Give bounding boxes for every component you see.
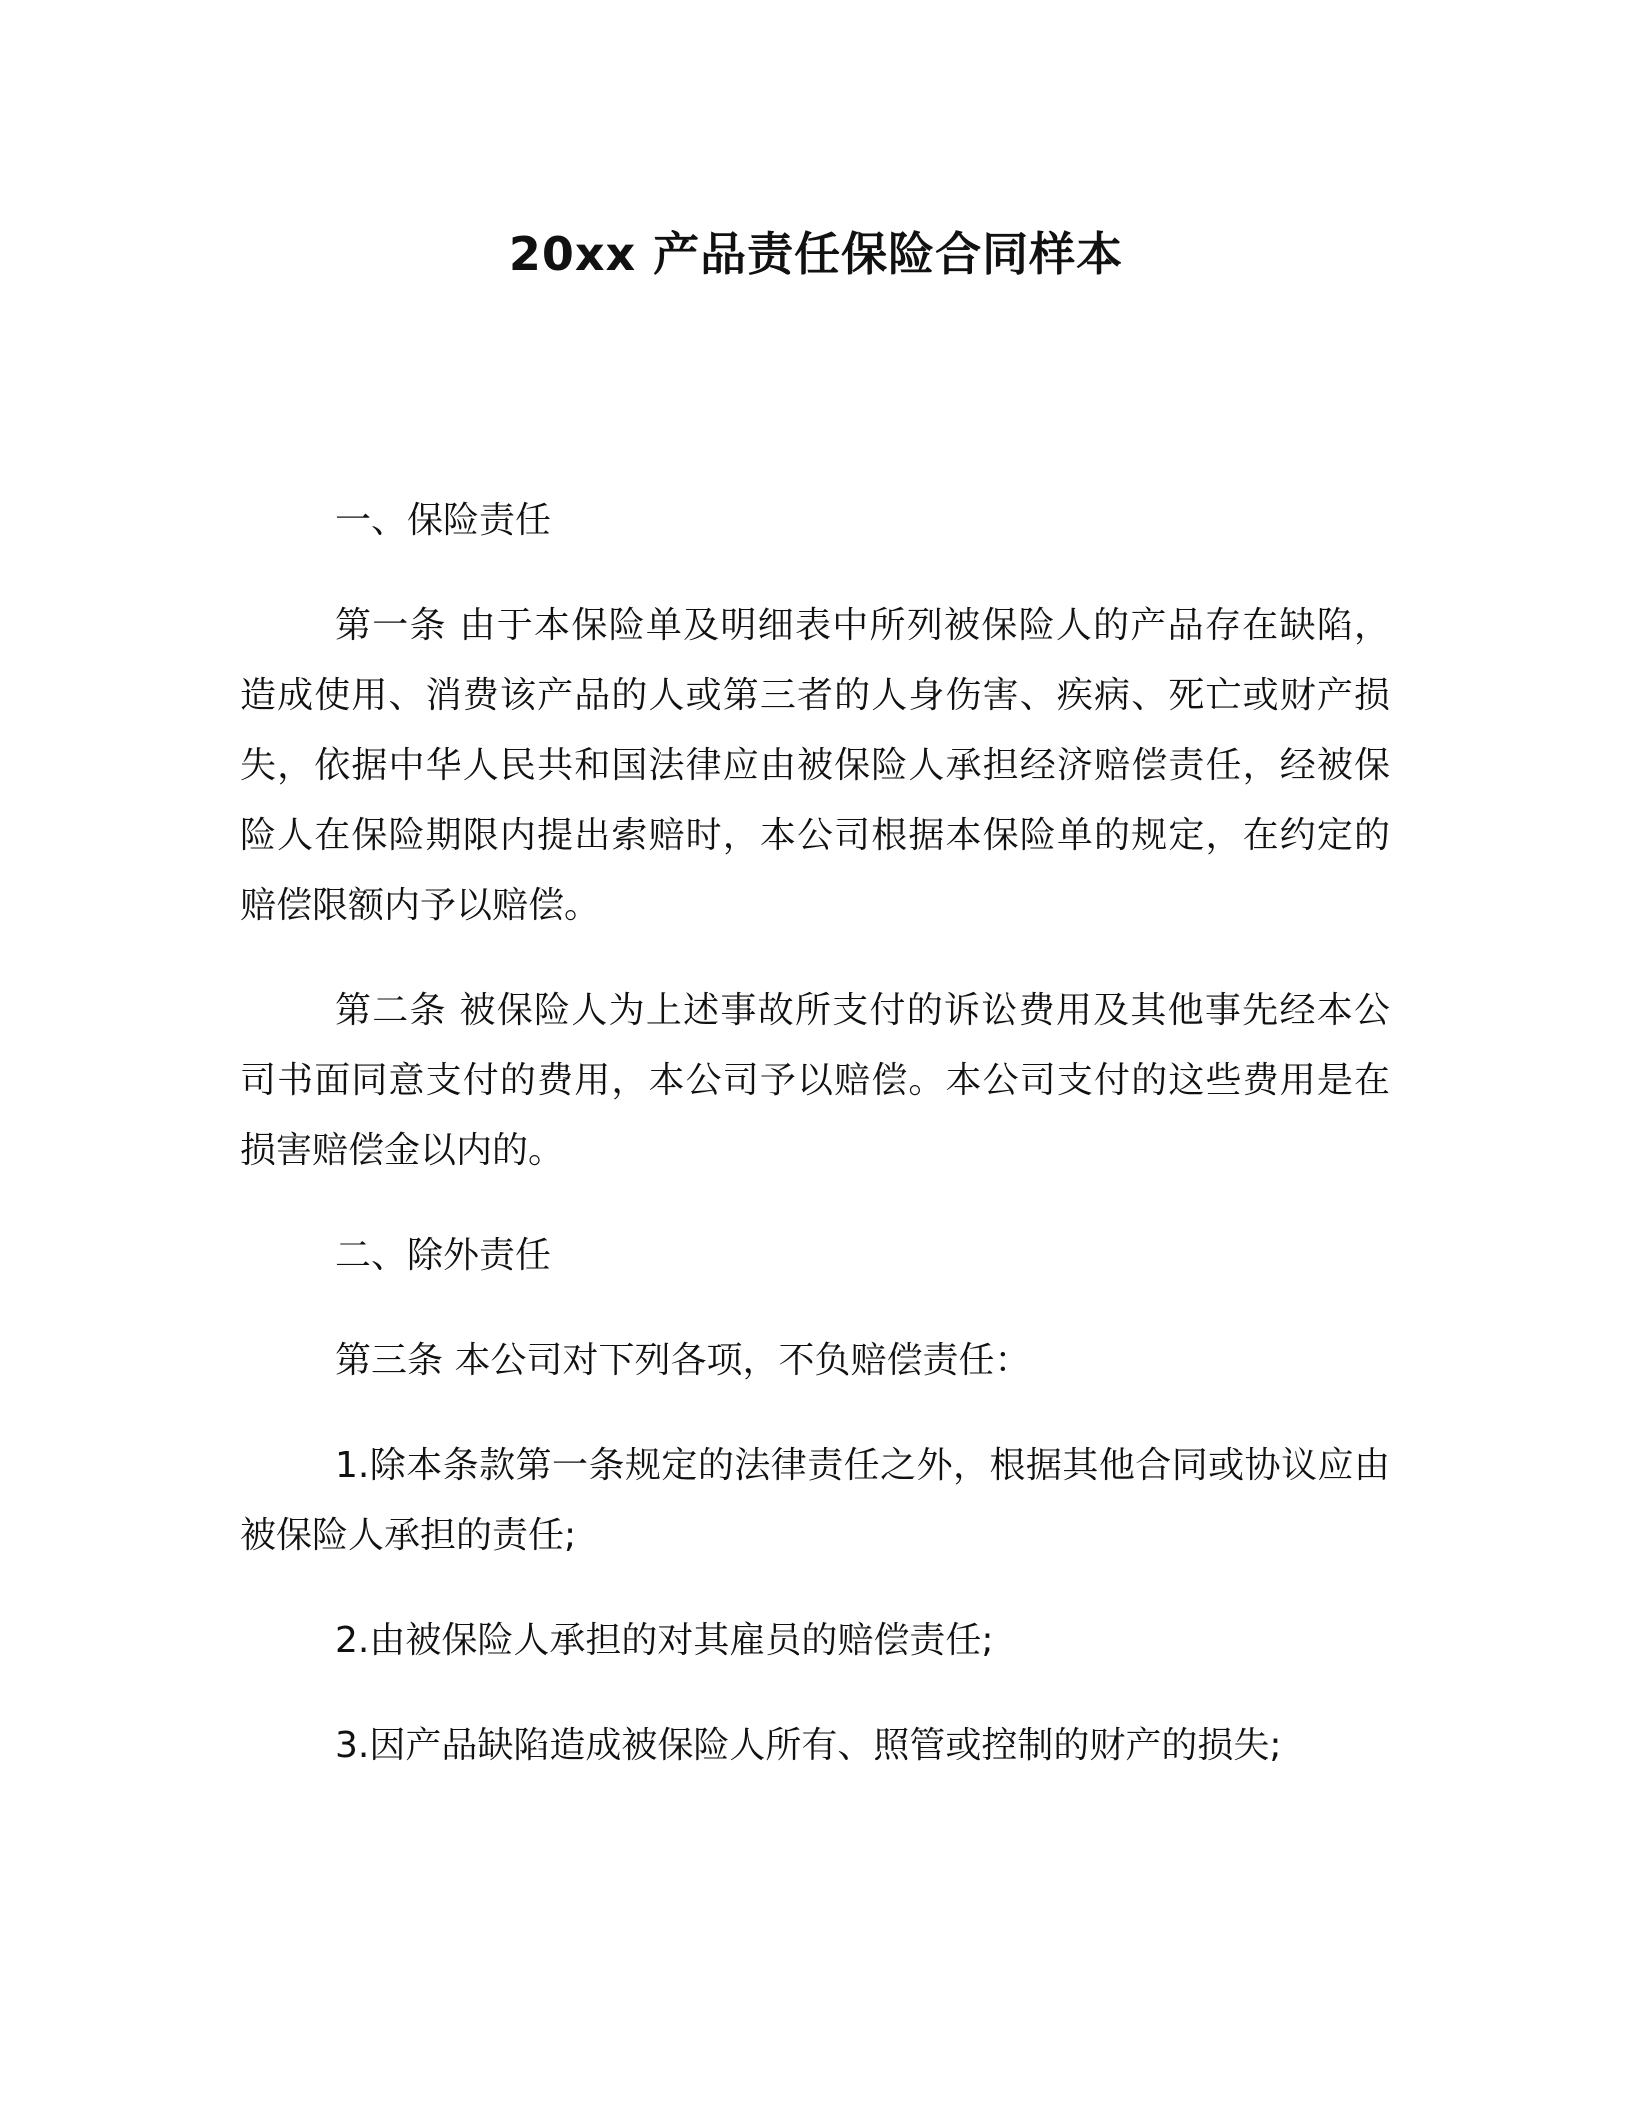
section-heading-exclusions: 二、除外责任: [335, 1235, 552, 1276]
article-3-paragraph: 第三条 本公司对下列各项，不负赔偿责任：: [335, 1340, 1031, 1381]
article-2-paragraph: 第二条 被保险人为上述事故所支付的诉讼费用及其他事先经本公司书面同意支付的费用，本公司予以赔偿。本公司支付的这些费用是在损害赔偿金以内的。: [240, 990, 1390, 1171]
exclusion-item-3: 3.因产品缺陷造成被保险人所有、照管或控制的财产的损失;: [335, 1725, 1282, 1766]
exclusion-item-2: 2.由被保险人承担的对其雇员的赔偿责任;: [335, 1620, 994, 1661]
exclusion-item-1: 1.除本条款第一条规定的法律责任之外，根据其他合同或协议应由被保险人承担的责任;: [240, 1445, 1390, 1556]
section-heading-insurance-liability: 一、保险责任: [335, 500, 552, 541]
document-body: [240, 486, 1390, 1816]
article-1-paragraph: 第一条 由于本保险单及明细表中所列被保险人的产品存在缺陷，造成使用、消费该产品的人或第三者的人身伤害、疾病、死亡或财产损失，依据中华人民共和国法律应由被保险人承担经济赔偿责任，经被保险人在保险期限内提出索赔时，本公司根据本保险单的规定，在约定的赔偿限额内予以赔偿。: [240, 605, 1390, 926]
document-title: 20xx 产品责任保险合同样本: [508, 227, 1124, 281]
